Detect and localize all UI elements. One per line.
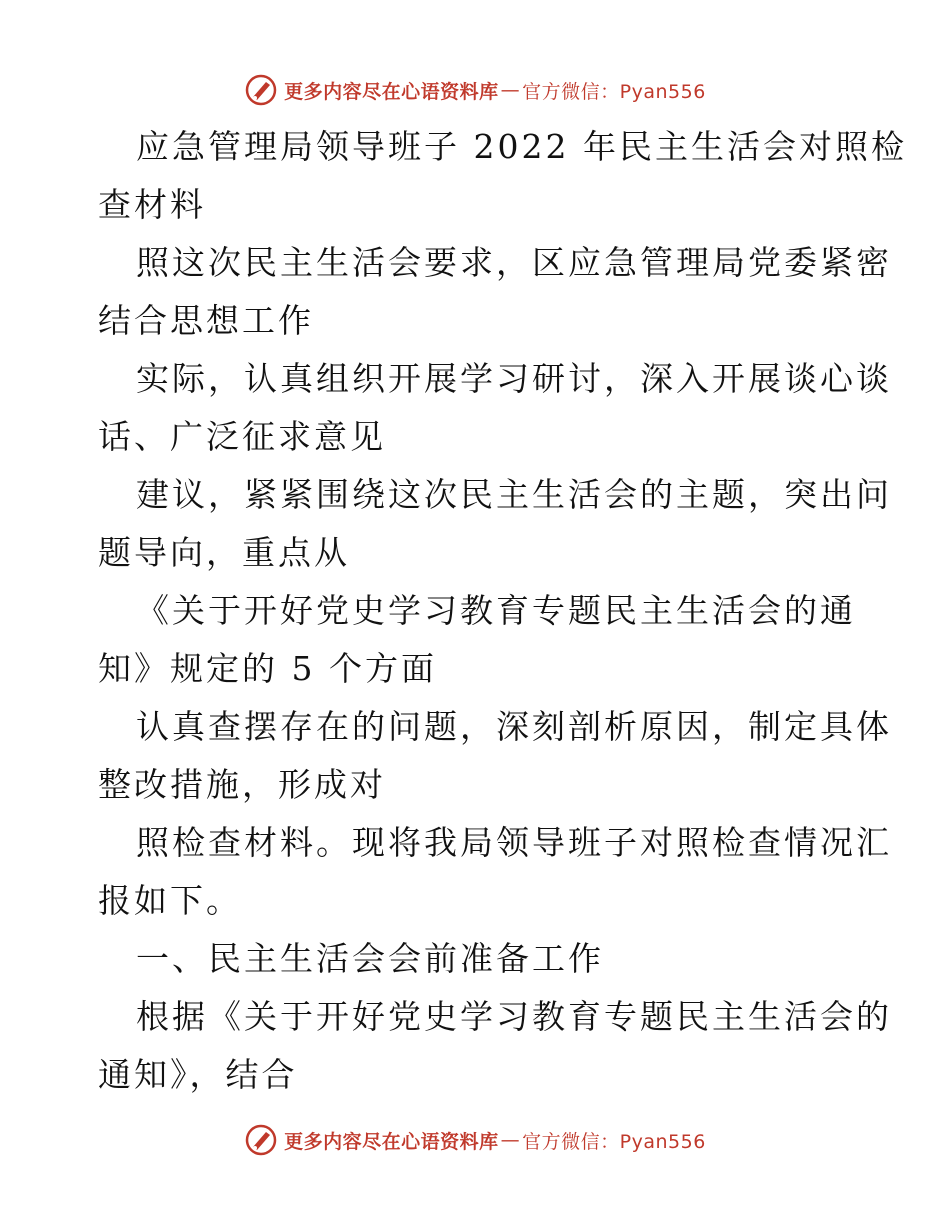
watermark-wechat: 官方微信：Pyan556 [522,80,706,103]
watermark-text: 更多内容尽在心语资料库 [284,1130,499,1153]
watermark-text: 更多内容尽在心语资料库 [284,80,499,103]
watermark-separator: — [500,1129,521,1151]
watermark-wechat: 官方微信：Pyan556 [522,1130,706,1153]
text-line: 认真查摆存在的问题，深刻剖析原因，制定具体 [136,707,892,746]
text-line: 照检查材料。现将我局领导班子对照检查情况汇 [136,823,892,862]
text-line: 整改措施，形成对 [98,765,386,804]
header-watermark [0,70,950,110]
text-line: 查材料 [98,185,206,224]
footer-watermark [0,1120,950,1160]
text-line: 实际，认真组织开展学习研讨，深入开展谈心谈 [136,359,892,398]
text-line: 应急管理局领导班子 2022 年民主生活会对照检 [136,127,907,166]
watermark-separator: — [500,79,521,101]
pen-logo-icon [244,73,278,107]
text-line: 结合思想工作 [98,301,314,340]
text-line: 知》规定的 5 个方面 [98,649,437,688]
text-line: 题导向，重点从 [98,533,350,572]
pen-logo-icon [244,1123,278,1157]
text-line: 话、广泛征求意见 [98,417,386,456]
text-line: 根据《关于开好党史学习教育专题民主生活会的 [136,997,892,1036]
text-line: 报如下。 [98,881,242,920]
section-heading: 一、民主生活会会前准备工作 [136,939,604,978]
text-line: 《关于开好党史学习教育专题民主生活会的通 [136,591,856,630]
text-line: 照这次民主生活会要求，区应急管理局党委紧密 [136,243,892,282]
document-body [98,118,907,1104]
text-line: 建议，紧紧围绕这次民主生活会的主题，突出问 [136,475,892,514]
text-line: 通知》，结合 [98,1055,298,1094]
